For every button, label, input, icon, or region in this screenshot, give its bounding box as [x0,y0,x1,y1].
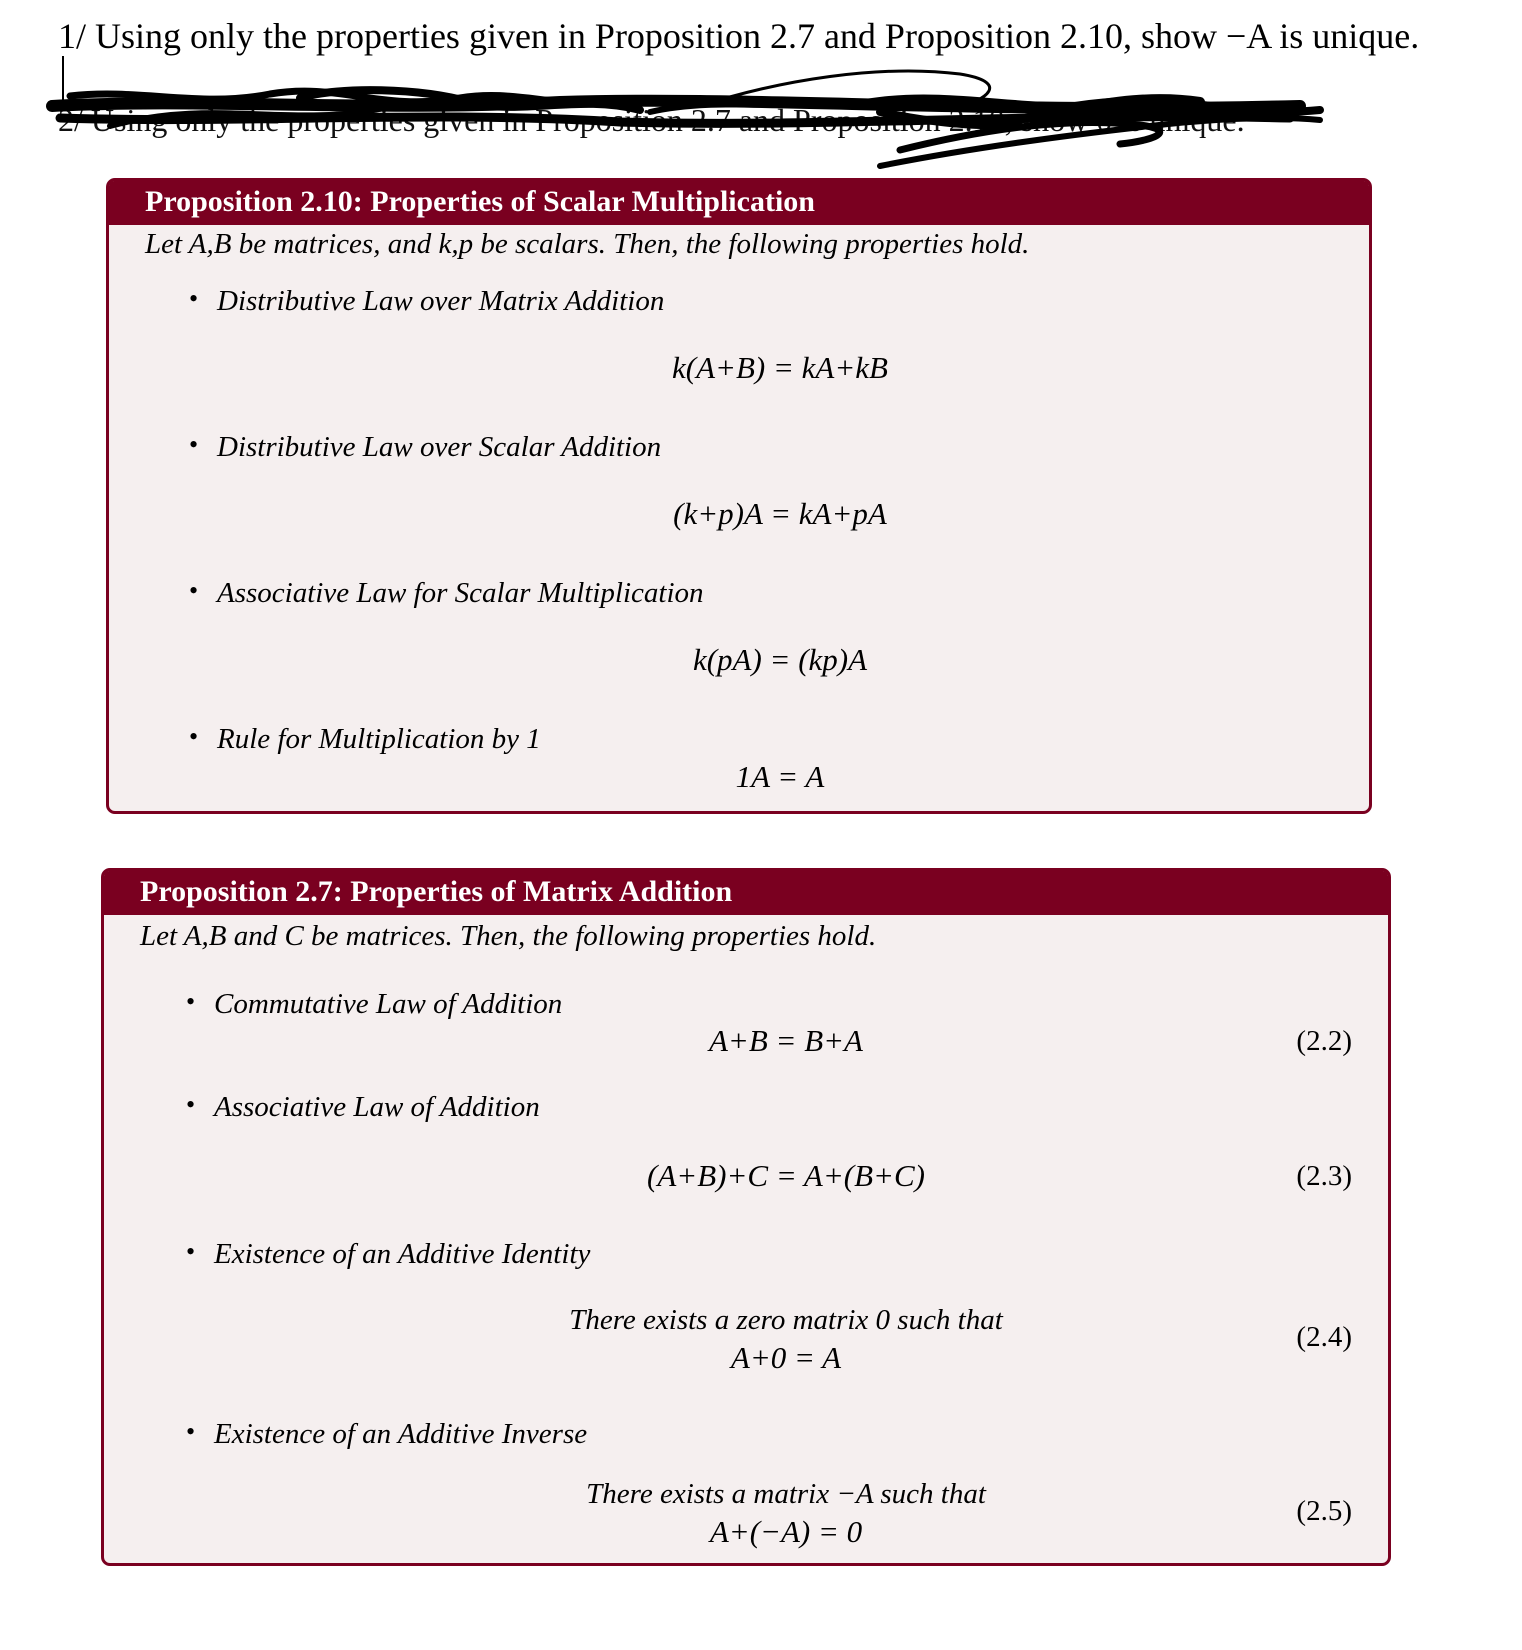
equation: k(pA) = (kp)A [692,642,868,677]
proposition-2-7-title: Proposition 2.7: Properties of Matrix Addition [104,871,1388,915]
item-label: Existence of an Additive Inverse [214,1418,588,1450]
equation-number: (2.4) [1296,1321,1352,1353]
list-item: • Associative Law of Addition [186,1090,540,1123]
proposition-2-7-box [101,868,1391,1566]
proposition-2-10-box [106,178,1372,814]
scribble-strikeout [0,0,1522,180]
item-label: Associative Law for Scalar Multiplication [217,577,704,609]
list-item: • Existence of an Additive Inverse [186,1417,588,1450]
equation: A+B = B+A [708,1023,864,1058]
equation: A+0 = A [730,1340,842,1375]
list-item: • Distributive Law over Scalar Addition [189,430,662,463]
equation-number: (2.5) [1296,1495,1352,1527]
equation: (k+p)A = kA+pA [673,496,887,531]
equation: 1A = A [735,759,825,794]
item-label: Distributive Law over Matrix Addition [217,285,665,317]
equation: k(A+B) = kA+kB [672,350,888,385]
list-item: • Rule for Multiplication by 1 [189,722,541,755]
question-1: 1/ Using only the properties given in Proposition 2.7 and Proposition 2.10, show −A is unique. [58,16,1420,56]
equation-number: (2.2) [1296,1025,1352,1057]
proposition-2-10-title: Proposition 2.10: Properties of Scalar Multiplication [109,181,1369,225]
question-2-crossed-out: 2/ Using only the properties given in Proposition 2.7 and Proposition 2.10, show 0 is unique. [58,102,1245,138]
list-item: • Associative Law for Scalar Multiplication [189,576,704,609]
item-label: Existence of an Additive Identity [214,1238,591,1270]
proposition-2-7-intro: Let A,B and C be matrices. Then, the following properties hold. [140,920,877,952]
item-label: Associative Law of Addition [214,1091,540,1123]
list-item: • Existence of an Additive Identity [186,1237,591,1270]
statement: There exists a matrix −A such that [586,1478,986,1510]
item-label: Rule for Multiplication by 1 [217,723,541,755]
item-label: Commutative Law of Addition [214,988,563,1020]
statement: There exists a zero matrix 0 such that [569,1304,1003,1336]
list-item: • Distributive Law over Matrix Addition [189,284,665,317]
equation: (A+B)+C = A+(B+C) [647,1158,925,1193]
proposition-2-10-intro: Let A,B be matrices, and k,p be scalars. Then, the following properties hold. [145,228,1030,260]
equation-number: (2.3) [1296,1160,1352,1192]
item-label: Distributive Law over Scalar Addition [217,431,662,463]
equation: A+(−A) = 0 [709,1514,863,1549]
list-item: • Commutative Law of Addition [186,987,563,1020]
